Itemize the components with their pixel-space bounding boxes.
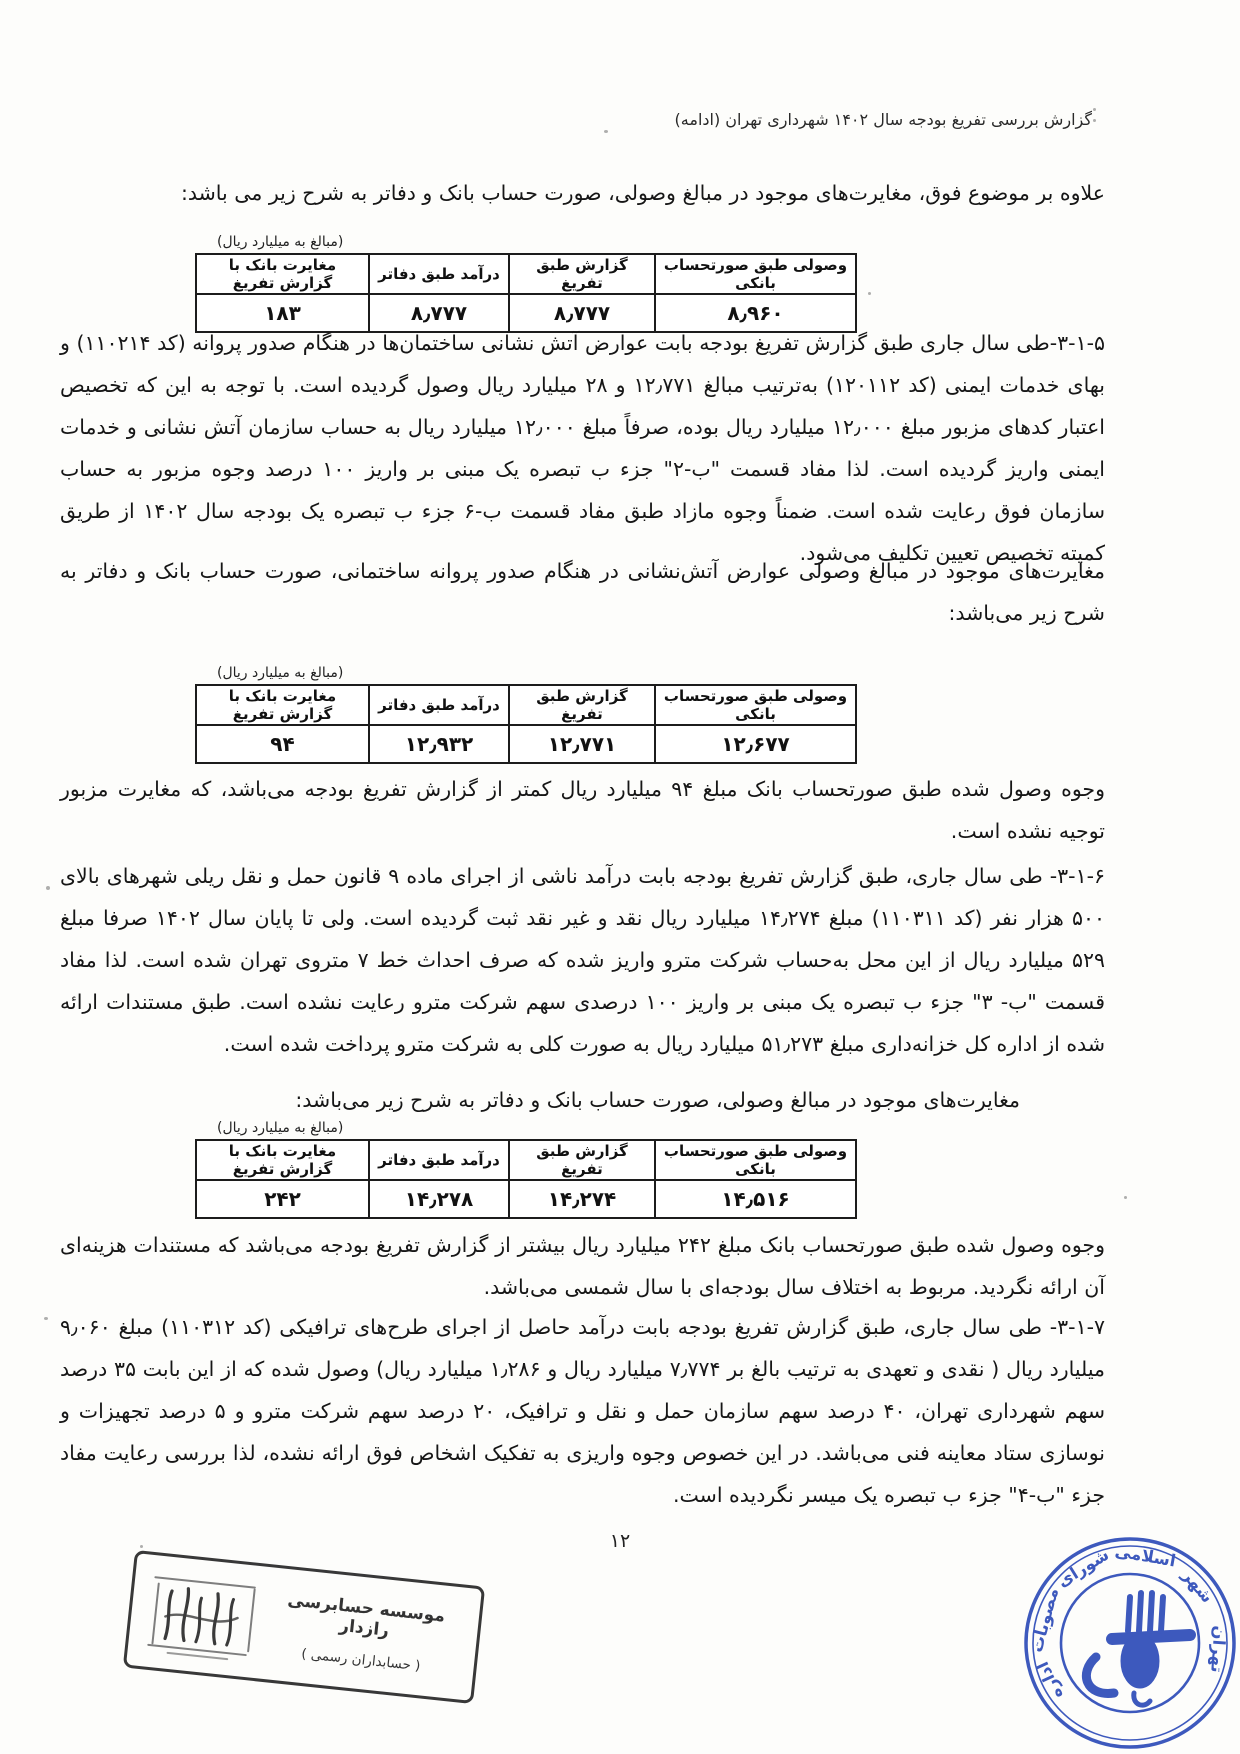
cell-bank: ۸٫۹۶۰ [655, 294, 856, 332]
scan-speck [44, 1317, 48, 1320]
scan-speck [1093, 119, 1096, 122]
cell-books: ۸٫۷۷۷ [369, 294, 509, 332]
fire-variance-intro: مغایرت‌های موجود در مبالغ وصولی عوارض آتش‌نشانی در هنگام صدور پروانه ساختمانی، صورت حساب بانک و دفاتر به شرح زیر می‌باشد: [60, 559, 1105, 625]
reconciliation-table-3-wrapper [195, 1120, 857, 1219]
signature-icon [137, 1562, 266, 1670]
scan-speck [46, 886, 50, 890]
council-word-0: اداره [1032, 1658, 1067, 1703]
scan-speck [1093, 108, 1096, 111]
col-header-variance: مغایرت بانک با گزارش تفریغ [196, 685, 369, 725]
note-after-table-2: وجوه وصول شده طبق صورتحساب بانک مبلغ ۹۴ میلیارد ریال کمتر از گزارش تفریغ بودجه می‌باشد، که مغایرت مزبور توجیه نشده است. [60, 777, 1105, 843]
reconciliation-table-2 [195, 684, 857, 764]
cell-books: ۱۴٫۲۷۸ [369, 1180, 509, 1218]
report-header-title: گزارش بررسی تفریغ بودجه سال ۱۴۰۲ شهرداری تهران (ادامه) [674, 110, 1092, 129]
scan-speck [604, 130, 608, 133]
intro-paragraph: علاوه بر موضوع فوق، مغایرت‌های موجود در مبالغ وصولی، صورت حساب بانک و دفاتر به شرح زیر می باشد: [180, 181, 1105, 205]
scan-speck [868, 292, 871, 295]
unit-label: (مبالغ به میلیارد ریال) [217, 1120, 344, 1136]
note-after-table-3: وجوه وصول شده طبق صورتحساب بانک مبلغ ۲۴۲ میلیارد ریال بیشتر از گزارش تفریغ بودجه می‌باشد که مستندات هزینه‌ای آن ارائه نگردید. مربوط به اختلاف سال بودجه‌ای با سال شمسی می‌باشد. [60, 1233, 1105, 1299]
council-stamp [1012, 1531, 1240, 1754]
col-header-bank: وصولی طبق صورتحساب بانکی [655, 254, 856, 294]
paragraph-7-1-3: ۷‏-۱‏-۳‏- طی سال جاری، طبق گزارش تفریغ بودجه بابت درآمد حاصل از اجرای طرح‌های ترافیکی (کد ۱۱۰۳۱۲) مبلغ ۹٫۰۶۰ میلیارد ریال ( نقدی و تعهدی به ترتیب بالغ بر ۷٫۷۷۴ میلیارد ریال و ۱٫۲۸۶ میلیارد ریال) وصول شده که از این بابت ۳۵ درصد سهم شهرداری تهران، ۴۰ درصد سهم سازمان حمل و نقل و ترافیک، ۲۰ درصد سهم شرکت مترو و ۵ درصد تجهیزات و نوسازی ستاد معاینه فنی می‌باشد. در این خصوص وجوه واریزی به تفکیک اشخاص فوق ارائه نشده، لذا بررسی رعایت مفاد جزء "ب-۴" جزء ب تبصره یک میسر نگردیده است. [60, 1315, 1106, 1507]
table-3-intro: مغایرت‌های موجود در مبالغ وصولی، صورت حساب بانک و دفاتر به شرح زیر می‌باشد: [295, 1088, 1020, 1112]
reconciliation-table-3 [195, 1139, 857, 1219]
council-emblem-icon [1086, 1593, 1190, 1705]
col-header-books: درآمد طبق دفاتر [369, 254, 509, 294]
cell-variance: ۲۴۲ [196, 1180, 369, 1218]
council-word-5: تهران [1207, 1625, 1230, 1674]
col-header-variance: مغایرت بانک با گزارش تفریغ [196, 254, 369, 294]
council-word-2: شورای [1053, 1544, 1113, 1592]
reconciliation-table-1-wrapper [195, 234, 857, 333]
cell-tafrigh: ۱۴٫۲۷۴ [509, 1180, 655, 1218]
col-header-bank: وصولی طبق صورتحساب بانکی [655, 685, 856, 725]
auditor-stamp-subtitle: ( حسابداران رسمی ) [300, 1645, 422, 1675]
col-header-books: درآمد طبق دفاتر [369, 1140, 509, 1180]
col-header-tafrigh: گزارش طبق تفریغ [509, 254, 655, 294]
cell-tafrigh: ۸٫۷۷۷ [509, 294, 655, 332]
auditor-stamp [123, 1550, 485, 1704]
scan-speck [140, 1545, 143, 1548]
reconciliation-table-1 [195, 253, 857, 333]
paragraph-6-1-3: ۶‏-۱‏-۳‏- طی سال جاری، طبق گزارش تفریغ بودجه بابت درآمد ناشی از اجرای ماده ۹ قانون حمل و نقل ریلی شهرهای بالای ۵۰۰ هزار نفر (کد ۱۱۰۳۱۱) مبلغ ۱۴٫۲۷۴ میلیارد ریال نقد و غیر نقد ثبت گردیده است. ولی تا پایان سال ۱۴۰۲ صرفا مبلغ ۵۲۹ میلیارد ریال از این محل به‌حساب شرکت مترو واریز شده که صرف احداث خط ۷ متروی تهران شده است. لذا مفاد قسمت "ب- ۳" جزء ب تبصره یک مبنی بر واریز ۱۰۰ درصدی سهم شرکت مترو رعایت نشده است. طبق مستندات ارائه شده از اداره کل خزانه‌داری مبلغ ۵۱٫۲۷۳ میلیارد ریال به صورت کلی به شرکت مترو پرداخت شده است. [60, 864, 1106, 1056]
unit-label: (مبالغ به میلیارد ریال) [217, 665, 344, 681]
unit-label: (مبالغ به میلیارد ریال) [217, 234, 344, 250]
col-header-books: درآمد طبق دفاتر [369, 685, 509, 725]
cell-bank: ۱۲٫۶۷۷ [655, 725, 856, 763]
cell-variance: ۹۴ [196, 725, 369, 763]
cell-variance: ۱۸۳ [196, 294, 369, 332]
auditor-stamp-text [258, 1588, 480, 1680]
cell-bank: ۱۴٫۵۱۶ [655, 1180, 856, 1218]
auditor-stamp-name: موسسه حسابرسی رازدار [286, 1590, 447, 1641]
paragraph-5-1-3: ۵‏-۱‏-۳‏-طی سال جاری طبق گزارش تفریغ بودجه بابت عوارض آتش نشانی ساختمان‌ها در هنگام صدور پروانه (کد ۱۱۰۲۱۴) و بهای خدمات ایمنی (کد ۱۲۰۱۱۲) به‌ترتیب مبالغ ۱۲٫۷۷۱ و ۲۸ میلیارد ریال وصول گردیده است. با توجه به این که تخصیص اعتبار کدهای مزبور مبلغ ۱۲٫۰۰۰ میلیارد ریال بوده، صرفاً مبلغ ۱۲٫۰۰۰ میلیارد ریال به حساب سازمان آتش نشانی و خدمات ایمنی واریز گردیده است. لذا مفاد قسمت "ب-۲" جزء ب تبصره یک مبنی بر واریز ۱۰۰ درصد وجوه مزبور به حساب سازمان فوق رعایت شده است. ضمناً وجوه مازاد طبق مفاد قسمت ب-۶ جزء ب تبصره یک بودجه سال ۱۴۰۲ از طریق کمیته تخصیص تعیین تکلیف می‌شود. [60, 331, 1105, 565]
scan-speck [1124, 1196, 1127, 1199]
cell-tafrigh: ۱۲٫۷۷۱ [509, 725, 655, 763]
col-header-bank: وصولی طبق صورتحساب بانکی [655, 1140, 856, 1180]
col-header-variance: مغایرت بانک با گزارش تفریغ [196, 1140, 369, 1180]
col-header-tafrigh: گزارش طبق تفریغ [509, 1140, 655, 1180]
col-header-tafrigh: گزارش طبق تفریغ [509, 685, 655, 725]
council-word-3: اسلامی [1113, 1541, 1178, 1571]
cell-books: ۱۲٫۹۳۲ [369, 725, 509, 763]
council-word-4: شهر [1178, 1565, 1218, 1607]
page-number: ۱۲ [609, 1530, 631, 1552]
reconciliation-table-2-wrapper [195, 665, 857, 764]
council-word-1: مصوبات [1026, 1585, 1063, 1655]
